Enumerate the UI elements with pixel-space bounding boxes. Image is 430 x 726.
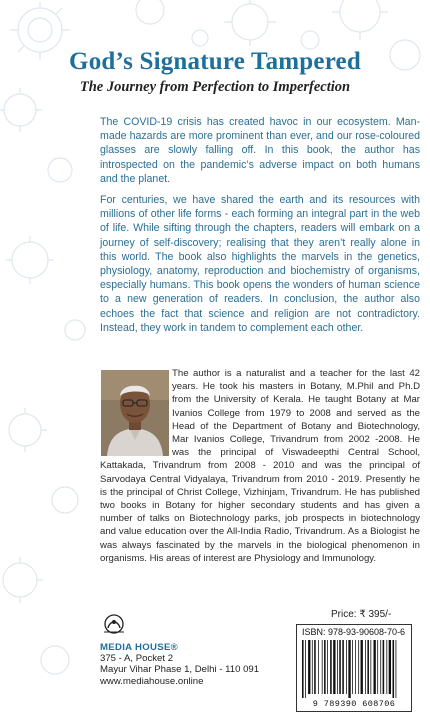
blurb-paragraph-1: The COVID-19 crisis has created havoc in our ecosystem. Man-made hazards are more prominent than ever, and our rose-coloured glasses are slowly falling off. In this book, the author has introspected on the pandemic’s adverse impact on both humans and the planet. xyxy=(100,116,420,185)
barcode-bars xyxy=(301,640,407,698)
barcode-digits: 9 789390 608706 xyxy=(312,699,396,709)
publisher-website[interactable]: www.mediahouse.online xyxy=(100,675,204,687)
isbn-label: ISBN: 978-93-90608-70-6 xyxy=(302,627,406,637)
publisher-address-line-1: 375 - A, Pocket 2 xyxy=(100,653,174,664)
media-house-logo-icon xyxy=(100,612,128,636)
publisher-address-line-2: Mayur Vihar Phase 1, Delhi - 110 091 xyxy=(100,664,260,676)
book-title: God’s Signature Tampered xyxy=(69,48,361,75)
author-bio xyxy=(100,367,420,565)
publisher-name: MEDIA HOUSE® xyxy=(100,642,179,653)
author-bio-text: The author is a naturalist and a teacher for the last 42 years. He took his masters in Botany, M.Phil and Ph.D from the University of Kerala. He taught Botany at Mar Ivanios College from 1979 to 2008 and served as the Head of the Department of Botany and Biotechnology, Mar Ivanios College, Trivandrum from 2002 -2008. He was the principal of Viswadeepthi Central School, Kattakada, Trivandrum from 2008 - 2010 and was the principal of Sarvodaya Central Vidyalaya, Trivandrum from 2010 - 2019. Presently he is the principal of Christ College, Vizhinjam, Trivandrum. He has published two books in Botany for higher secondary students and has given a number of talks on Biotechnology parks, job prospects in biotechnology and value education over the All-India Radio, Trivandrum. As a Biologist he was always fascinated by the marvels in the biological phenomenon in organisms. His areas of interest are Physiology and Immunology. xyxy=(100,368,420,564)
book-subtitle: The Journey from Perfection to Imperfection xyxy=(79,79,351,95)
isbn-barcode xyxy=(296,624,412,712)
blurb-paragraph-2: For centuries, we have shared the earth and its resources with millions of other life forms - each forming an integral part in the web of life. While sifting through the chapters, readers will embark on a journey of self-discovery; realising that they aren’t really alone in this world. The book also highlights the marvels in the genetics, physiology, anatomy, reproduction and biochemistry of organisms, especially humans. This book opens the wonders of human science to a new generation of readers. In conclusion, the author also echoes the fact that science and religion are not contradictory. Instead, they work in tandem to complement each other. xyxy=(100,194,420,334)
price-label: Price: ₹ 395/- xyxy=(331,609,392,620)
publisher-block xyxy=(100,612,290,687)
